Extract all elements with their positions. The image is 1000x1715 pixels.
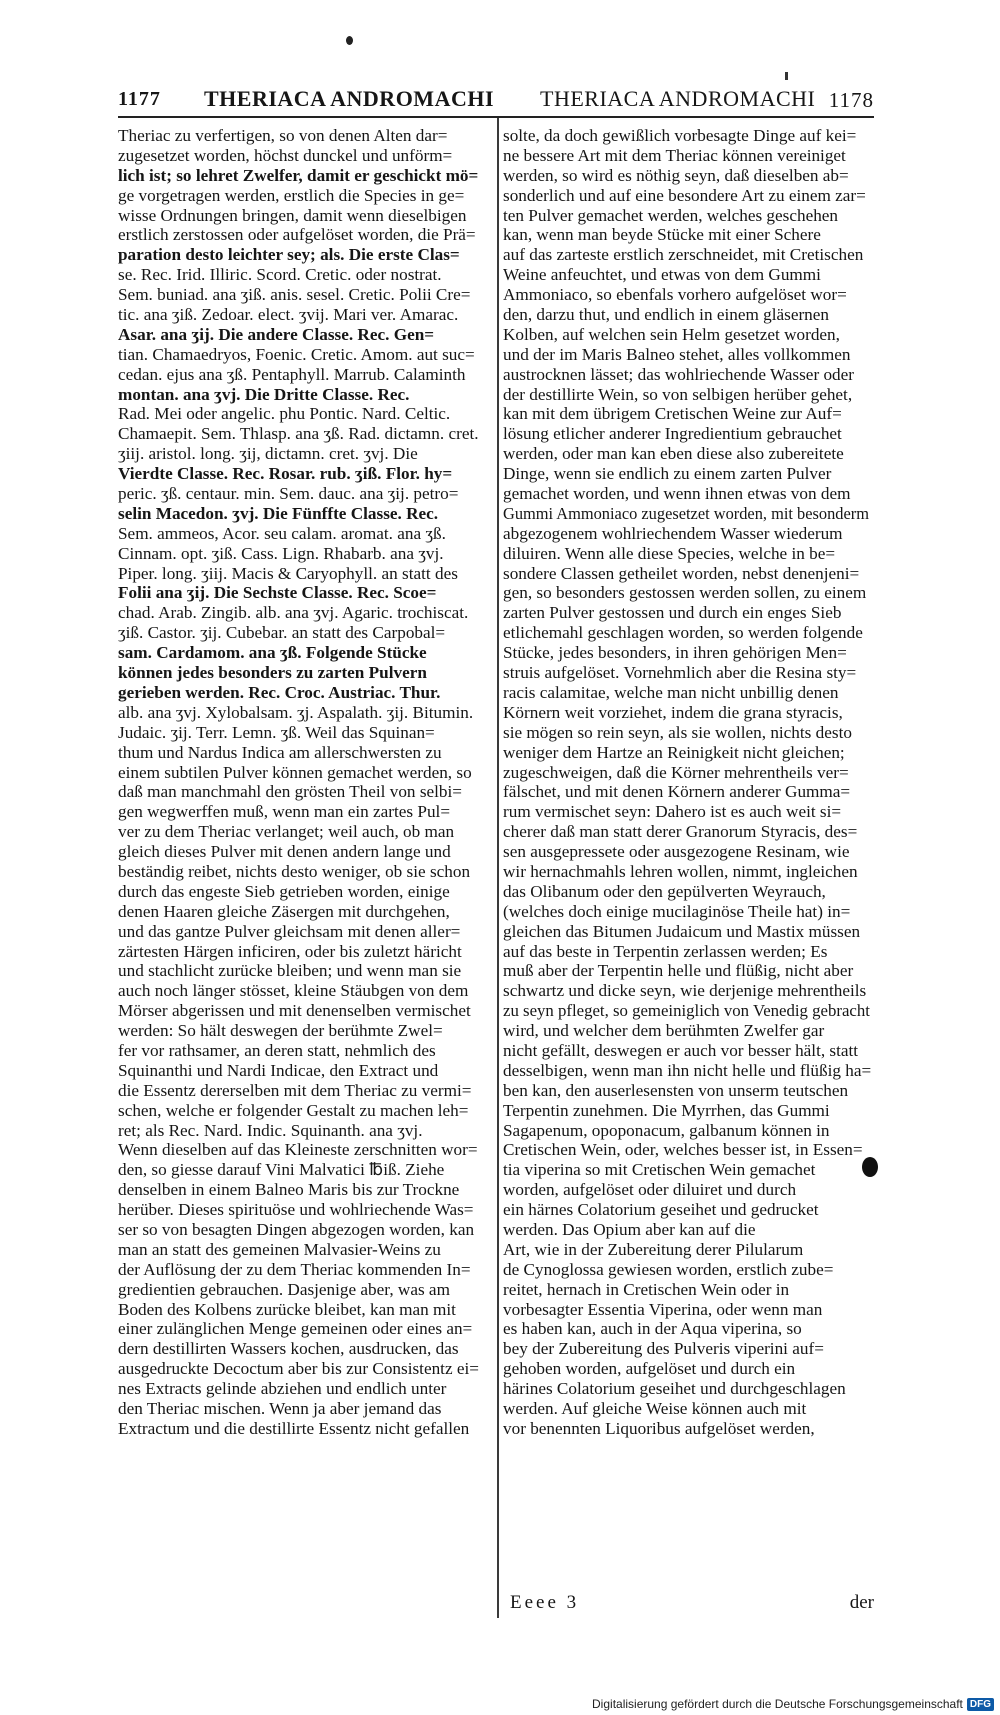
- text-line: werden, so wird es nöthig seyn, daß dieselben ab=: [503, 165, 849, 185]
- text-line: struis aufgelöset. Vornehmlich aber die Resina sty=: [503, 663, 857, 683]
- text-line: thum und Nardus Indica am allerschwersten zu: [118, 742, 442, 762]
- text-line: Sem. buniad. ana ʒiß. anis. sesel. Cretic. Polii Cre=: [118, 285, 471, 305]
- text-line: ne bessere Art mit dem Theriac können vereiniget: [503, 145, 846, 165]
- text-line: werden. Das Opium aber kan auf die: [503, 1219, 756, 1239]
- text-line: gredientien gebrauchen. Dasjenige aber, was am: [118, 1279, 450, 1299]
- text-line: Mörser abgerissen und mit denenselben vermischet: [118, 1001, 471, 1021]
- text-line: werden. Auf gleiche Weise können auch mit: [503, 1399, 807, 1418]
- page-number-left: 1177: [118, 88, 161, 110]
- text-line: lösung etlicher anderer Ingredientium gebrauchet: [503, 424, 842, 444]
- text-line: Terpentin zunehmen. Die Myrrhen, das Gummi: [503, 1100, 830, 1120]
- text-line: erstlich zerstossen oder aufgelöset worden, die Prä=: [118, 225, 476, 245]
- text-line: Squinanthi und Nardi Indicae, den Extract und: [118, 1060, 439, 1080]
- text-line: zugesetzet worden, höchst dunckel und unförm=: [118, 145, 453, 165]
- text-line: rum vermischet seyn: Dahero ist es auch weit si=: [503, 802, 842, 822]
- text-line: fer vor rathsamer, an deren statt, nehmlich des: [118, 1040, 436, 1060]
- text-line: tian. Chamaedryos, Foenic. Cretic. Amom. aut suc=: [118, 344, 475, 364]
- text-line: ten Pulver gemachet werden, welches geschehen: [503, 205, 839, 225]
- text-line: denselben in einem Balneo Maris bis zur Trockne: [118, 1180, 460, 1200]
- catchword: der: [849, 1592, 874, 1613]
- text-line: sen ausgepressete oder ausgezogene Resinam, wie: [503, 842, 850, 862]
- text-line: Cretischen Wein, oder, welches besser ist, in Essen=: [503, 1140, 863, 1160]
- text-line: auf das zarteste erstlich zerschneidet, mit Cretischen: [503, 245, 864, 265]
- header-rule: [118, 116, 874, 118]
- text-line: (welches doch einige mucilaginöse Theile hat) in=: [503, 901, 851, 921]
- text-line: austrocknen lässet; das wohlriechende Wasser oder: [503, 364, 854, 384]
- text-line: schen, welche er folgender Gestalt zu machen leh=: [118, 1100, 469, 1120]
- text-line: reitet, hernach in Cretischen Wein oder in: [503, 1279, 790, 1299]
- text-line: und der im Maris Balneo stehet, alles vollkommen: [503, 344, 851, 364]
- text-line: den, darzu thut, und endlich in einem gläsernen: [503, 305, 829, 325]
- text-line: Folii ana ʒij. Die Sechste Classe. Rec. Scoe=: [118, 583, 437, 603]
- text-line: Boden des Kolbens zurücke bleibet, kan man mit: [118, 1299, 456, 1319]
- text-line: vorbesagter Essentia Viperina, oder wenn man: [503, 1299, 823, 1319]
- text-line: worden, aufgelöset oder diluiret und durch: [503, 1180, 797, 1200]
- text-line: wir hernachmahls lehren wollen, nimmt, ingleichen: [503, 861, 858, 881]
- text-line: Art, wie in der Zubereitung derer Pilularum: [503, 1239, 804, 1259]
- text-line: diluiren. Wenn alle diese Species, welche in be=: [503, 543, 836, 563]
- text-line: peric. ʒß. centaur. min. Sem. dauc. ana ʒij. petro=: [118, 484, 459, 504]
- text-line: Körnern weit vorziehet, indem die grana styracis,: [503, 702, 843, 722]
- text-line: gemachet worden, und wenn ihnen etwas von dem: [503, 484, 851, 504]
- text-line: Chamaepit. Sem. Thlasp. ana ʒß. Rad. dictamn. cret.: [118, 424, 479, 444]
- text-line: sonderlich und auf eine besondere Art zu einem zar=: [503, 185, 866, 205]
- text-line: einer zulänglichen Menge gemeinen oder eines an=: [118, 1319, 473, 1339]
- running-title-right: THERIACA ANDROMACHI: [540, 86, 816, 111]
- text-line: Judaic. ʒij. Terr. Lemn. ʒß. Weil das Squinan=: [118, 722, 435, 742]
- text-line: denen Haaren gleiche Zäsergen mit durchgehen,: [118, 901, 450, 921]
- text-line: ʒiß. Castor. ʒij. Cubebar. an statt des Carpobal=: [118, 623, 446, 643]
- text-line: gen, so besonders gestossen werden sollen, zu einem: [503, 583, 867, 603]
- text-line: Ammoniaco, so ebenfals vorhero aufgelöset wor=: [503, 285, 847, 305]
- text-line: können jedes besonders zu zarten Pulvern: [118, 663, 427, 683]
- running-header: [118, 84, 874, 116]
- text-line: selin Macedon. ʒvj. Die Fünffte Classe. Rec.: [118, 503, 439, 523]
- text-line: auf das beste in Terpentin zerlassen werden; Es: [503, 941, 828, 961]
- text-line: ver zu dem Theriac verlanget; weil auch, ob man: [118, 822, 455, 842]
- text-line: alb. ana ʒvj. Xylobalsam. ʒj. Aspalath. ʒij. Bitumin.: [118, 702, 474, 722]
- text-line: werden, oder man kan eben diese also zubereitete: [503, 444, 844, 464]
- text-line: ausgedruckte Decoctum aber bis zur Consistentz ei=: [118, 1359, 479, 1379]
- signature-mark: Eeee 3: [510, 1592, 580, 1613]
- text-line: ge vorgetragen werden, erstlich die Species in ge=: [118, 185, 465, 205]
- text-line: einem subtilen Pulver können gemachet werden, so: [118, 762, 472, 782]
- text-line: cedan. ejus ana ʒß. Pentaphyll. Marrub. Calaminth: [118, 364, 466, 384]
- text-line: die Essentz dererselben mit dem Theriac zu vermi=: [118, 1080, 472, 1100]
- text-line: dern destillirten Wassers kochen, ausdrucken, das: [118, 1339, 459, 1359]
- text-line: nes Extracts gelinde abziehen und endlich unter: [118, 1379, 447, 1399]
- text-line: den, so giesse darauf Vini Malvatici ℔iß. Ziehe: [118, 1160, 445, 1180]
- text-line: Gummi Ammoniaco zugesetzet worden, mit besonderm: [503, 503, 869, 523]
- text-line: schwartz und dicke seyn, wie derjenige mehrentheils: [503, 981, 867, 1001]
- printer-mark: [346, 36, 353, 45]
- text-line: zärtesten Härgen inficiren, oder bis zuletzt häricht: [118, 941, 462, 961]
- text-line: cherer daß man statt derer Granorum Styracis, des=: [503, 822, 858, 842]
- text-line: Rad. Mei oder angelic. phu Pontic. Nard. Celtic.: [118, 404, 451, 424]
- text-line: sie mögen so rein seyn, als sie wollen, nichts desto: [503, 722, 852, 742]
- text-line: gleich dieses Pulver mit denen andern lange und: [118, 842, 451, 862]
- text-line: man an statt des gemeinen Malvasier-Weins zu: [118, 1239, 441, 1259]
- text-line: tia viperina so mit Cretischen Wein gemachet: [503, 1160, 816, 1180]
- text-line: werden: So hält deswegen der berühmte Zwel=: [118, 1021, 443, 1041]
- text-line: zu seyn pfleget, so gemeiniglich von Venedig gebracht: [503, 1001, 870, 1021]
- text-line: kan, wenn man beyde Stücke mit einer Schere: [503, 225, 821, 245]
- text-line: vor benennten Liquoribus aufgelöset werden,: [503, 1418, 815, 1438]
- text-line: der Auflösung der zu dem Theriac kommenden In=: [118, 1259, 471, 1279]
- text-line: Cinnam. opt. ʒiß. Cass. Lign. Rhabarb. ana ʒvj.: [118, 543, 444, 563]
- text-line: solte, da doch gewißlich vorbesagte Dinge auf kei=: [503, 126, 857, 145]
- text-line: gen wegwerffen muß, wenn man ein zartes Pul=: [118, 802, 451, 822]
- text-line: ser so von besagten Dingen abgezogen worden, kan: [118, 1219, 475, 1239]
- text-line: gehoben worden, aufgelöset und durch ein: [503, 1359, 796, 1379]
- text-line: ben kan, den auserlesensten von unserm teutschen: [503, 1080, 849, 1100]
- text-line: fälschet, und mit denen Körnern anderer Gumma=: [503, 782, 851, 802]
- text-line: zarten Pulver gestossen und durch ein enges Sieb: [503, 603, 842, 623]
- text-line: sondere Classen getheilet worden, nebst denenjeni=: [503, 563, 860, 583]
- running-title-left: THERIACA ANDROMACHI: [204, 86, 495, 111]
- text-line: Wenn dieselben auf das Kleineste zerschnitten wor=: [118, 1140, 478, 1160]
- text-line: ʒiij. aristol. long. ʒij, dictamn. cret. ʒvj. Die: [118, 444, 418, 464]
- text-line: de Cynoglossa gewiesen worden, erstlich zube=: [503, 1259, 834, 1279]
- text-line: durch das engeste Sieb getrieben worden, einige: [118, 881, 450, 901]
- text-line: wird, und welcher dem berühmten Zwelfer gar: [503, 1021, 825, 1041]
- text-line: gerieben werden. Rec. Croc. Austriac. Thur.: [118, 682, 441, 702]
- text-line: Vierdte Classe. Rec. Rosar. rub. ʒiß. Flor. hy=: [118, 464, 453, 484]
- text-line: Sagapenum, opoponacum, galbanum können in: [503, 1120, 830, 1140]
- text-line: ein härnes Colatorium geseihet und gedrucket: [503, 1200, 819, 1220]
- digitization-credit: [592, 1697, 994, 1711]
- left-column: [118, 126, 486, 1439]
- page-number-right: 1178: [828, 88, 874, 112]
- text-line: härines Colatorium geseihet und durchgeschlagen: [503, 1379, 846, 1399]
- text-line: ret; als Rec. Nard. Indic. Squinanth. ana ʒvj.: [118, 1120, 423, 1140]
- text-line: montan. ana ʒvj. Die Dritte Classe. Rec.: [118, 384, 410, 404]
- text-line: se. Rec. Irid. Illiric. Scord. Cretic. oder nostrat.: [118, 265, 442, 285]
- text-line: kan mit dem übrigem Cretischen Weine zur Auf=: [503, 404, 842, 424]
- text-line: beständig reibet, nichts desto weniger, ob sie schon: [118, 861, 471, 881]
- text-line: wisse Ordnungen bringen, damit wenn dieselbigen: [118, 205, 467, 225]
- text-line: auch noch länger stösset, kleine Stäubgen von dem: [118, 981, 469, 1001]
- credit-text: Digitalisierung gefördert durch die Deutsche Forschungsgemeinschaft: [592, 1697, 963, 1711]
- text-line: den Theriac mischen. Wenn ja aber jemand das: [118, 1399, 442, 1418]
- text-line: und stachlicht zurücke bleiben; und wenn man sie: [118, 961, 462, 981]
- text-line: lich ist; so lehret Zwelfer, damit er geschickt mö=: [118, 165, 479, 185]
- text-line: Extractum und die destillirte Essentz nicht gefallen: [118, 1418, 470, 1438]
- ink-blot: [862, 1157, 878, 1177]
- text-line: und das gantze Pulver gleichsam mit denen aller=: [118, 921, 461, 941]
- text-line: muß aber der Terpentin helle und flüßig, nicht aber: [503, 961, 854, 981]
- text-line: Asar. ana ʒij. Die andere Classe. Rec. Gen=: [118, 324, 435, 344]
- text-line: herüber. Dieses spirituöse und wohlriechende Was=: [118, 1200, 474, 1220]
- column-rule: [497, 118, 499, 1618]
- text-line: weniger dem Hartze an Reinigkeit nicht gleichen;: [503, 742, 845, 762]
- printer-tick: [785, 72, 788, 80]
- text-line: sam. Cardamom. ana ʒß. Folgende Stücke: [118, 643, 427, 663]
- text-line: abgezogenem wohlriechendem Wasser wiederum: [503, 523, 843, 543]
- text-line: bey der Zubereitung des Pulveris viperini auf=: [503, 1339, 824, 1359]
- text-line: Stücke, jedes besonders, in ihren gehörigen Men=: [503, 643, 847, 663]
- text-line: Dinge, wenn sie endlich zu einem zarten Pulver: [503, 464, 832, 484]
- text-line: das Olibanum oder den gepülverten Weyrauch,: [503, 881, 826, 901]
- text-line: zugeschweigen, daß die Körner mehrentheils ver=: [503, 762, 849, 782]
- text-line: der destillirte Wein, so von selbigen herüber gehet,: [503, 384, 853, 404]
- text-line: paration desto leichter sey; als. Die erste Clas=: [118, 245, 460, 265]
- text-line: nicht gefällt, deswegen er auch vor besser hält, statt: [503, 1040, 859, 1060]
- text-line: tic. ana ʒiß. Zedoar. elect. ʒvij. Mari ver. Amarac.: [118, 305, 459, 325]
- text-line: etlichemahl geschlagen worden, so werden folgende: [503, 623, 863, 643]
- text-line: gleichen das Bitumen Judaicum und Mastix müssen: [503, 921, 861, 941]
- dfg-logo: DFG: [967, 1698, 994, 1711]
- text-line: Sem. ammeos, Acor. seu calam. aromat. ana ʒß.: [118, 523, 446, 543]
- text-line: Theriac zu verfertigen, so von denen Alten dar=: [118, 126, 448, 145]
- text-line: Weine anfeuchtet, und etwas von dem Gummi: [503, 265, 821, 285]
- text-line: Kolben, auf welchen sein Helm gesetzet worden,: [503, 324, 840, 344]
- text-line: daß man manchmahl den grösten Theil von selbi=: [118, 782, 462, 802]
- page-footer: [118, 1592, 874, 1618]
- text-line: racis calamitae, welche man nicht unbillig denen: [503, 682, 839, 702]
- text-line: desselbigen, wenn man ihn nicht helle und flüßig ha=: [503, 1060, 871, 1080]
- text-line: Piper. long. ʒiij. Macis & Caryophyll. an statt des: [118, 563, 458, 583]
- text-line: es haben kan, auch in der Aqua viperina, so: [503, 1319, 802, 1339]
- text-line: chad. Arab. Zingib. alb. ana ʒvj. Agaric. trochiscat.: [118, 603, 469, 623]
- right-column: [503, 126, 871, 1439]
